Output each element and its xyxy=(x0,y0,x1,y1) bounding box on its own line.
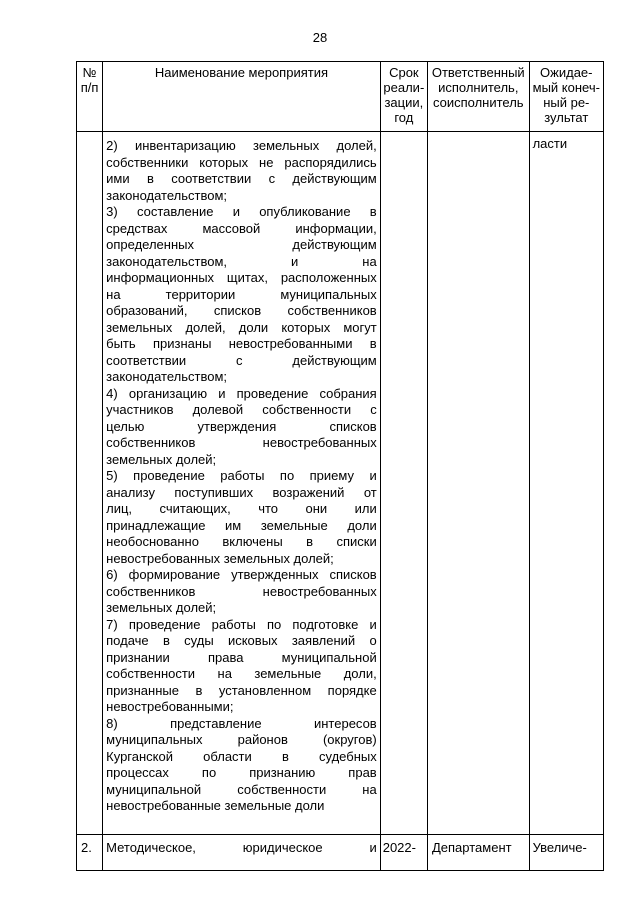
header-result xyxy=(529,62,603,132)
description-line: 6) формирование утвержденных списков xyxy=(106,567,377,582)
description-line: 4) организацию и проведение собрания xyxy=(106,385,377,401)
table-row xyxy=(77,835,604,871)
description-line: земельных долей, доли которых могут xyxy=(106,319,377,335)
description-line: законодательством; xyxy=(106,369,228,384)
description-line: Курганской области в судебных xyxy=(106,748,377,764)
description-line: невостребованные земельные доли xyxy=(106,798,325,813)
description-line: собственники которых не распорядились xyxy=(106,154,377,170)
header-term-line: Срок xyxy=(389,65,419,80)
description-line: на территории муниципальных xyxy=(106,286,377,302)
header-term xyxy=(380,62,427,132)
description-line: лиц, считающих, что они или xyxy=(106,501,377,516)
header-term-line: зации, xyxy=(384,95,424,110)
row-number xyxy=(77,132,103,835)
description-line: необоснованно включены в списки xyxy=(106,534,377,549)
description-line: определенных действующим xyxy=(106,237,377,252)
header-executor-line: Ответственный xyxy=(431,65,525,80)
description-line: собственности на земельные доли, xyxy=(106,666,377,681)
table-header-row xyxy=(77,62,604,132)
description-line: 5) проведение работы по приему и xyxy=(106,468,377,483)
description-line: 2) инвентаризацию земельных долей, xyxy=(106,138,377,153)
activity-description xyxy=(103,132,381,835)
description-line: анализу поступивших возражений от xyxy=(106,484,377,500)
description-line: 3) составление и опубликование в xyxy=(106,204,377,219)
row-executor: Департамент xyxy=(427,835,529,871)
description-line: образований, списков собственников xyxy=(106,303,377,318)
description-line: ими в соответствии с действующим xyxy=(106,171,377,186)
header-term-line: год xyxy=(394,110,414,125)
description-line: быть признаны невостребованными в xyxy=(106,336,377,351)
header-result-line: зультат xyxy=(544,110,589,125)
description-line: подаче в суды исковых заявлений о xyxy=(106,633,377,648)
description-line: собственников невостребованных xyxy=(106,435,377,450)
description-line: земельных долей; xyxy=(106,600,217,615)
description-line: соответствии с действующим xyxy=(106,352,377,368)
description-line: собственников невостребованных xyxy=(106,583,377,599)
header-result-line: мый конеч- xyxy=(532,80,600,95)
description-line: 8) представление интересов xyxy=(106,715,377,731)
activity-table xyxy=(76,61,604,871)
header-result-line: ный ре- xyxy=(543,95,590,110)
description-line: законодательством, и на xyxy=(106,253,377,269)
row-term: 2022- xyxy=(380,835,427,871)
description-line: 7) проведение работы по подготовке и xyxy=(106,616,377,632)
row-term xyxy=(380,132,427,835)
header-term-line: реали- xyxy=(383,80,425,95)
description-line: средствах массовой информации, xyxy=(106,220,377,236)
description-line: информационных щитах, расположенных xyxy=(106,270,377,285)
table-row xyxy=(77,132,604,835)
header-executor-line: соисполнитель xyxy=(432,95,524,110)
description-line: участников долевой собственности с xyxy=(106,402,377,417)
description-line: невостребованными; xyxy=(106,699,234,714)
description-line: принадлежащие им земельные доли xyxy=(106,517,377,533)
description-line: целью утверждения списков xyxy=(106,418,377,434)
description-line: признанные в установленном порядке xyxy=(106,682,377,698)
description-line: Методическое, юридическое и xyxy=(106,840,377,855)
header-num-line: № xyxy=(82,65,97,80)
row-number: 2. xyxy=(77,835,103,871)
row-result: Увеличе- xyxy=(529,835,603,871)
description-line: невостребованных земельных долей; xyxy=(106,550,334,566)
header-num xyxy=(77,62,103,132)
header-executor-line: исполнитель, xyxy=(438,80,519,95)
activity-description xyxy=(103,835,381,871)
description-line: процессах по признанию прав xyxy=(106,765,377,780)
header-executor xyxy=(427,62,529,132)
description-line: муниципальных районов (округов) xyxy=(106,732,377,747)
header-result-line: Ожидае- xyxy=(540,65,593,80)
description-line: муниципальной собственности на xyxy=(106,781,377,797)
description-line: признании права муниципальной xyxy=(106,649,377,665)
description-line: земельных долей; xyxy=(106,451,217,467)
row-result: ласти xyxy=(529,132,603,835)
description-line: законодательством; xyxy=(106,187,228,203)
header-num-line: п/п xyxy=(80,80,99,95)
page-number: 28 xyxy=(312,30,328,45)
header-name: Наименование мероприятия xyxy=(103,62,381,132)
row-executor xyxy=(427,132,529,835)
